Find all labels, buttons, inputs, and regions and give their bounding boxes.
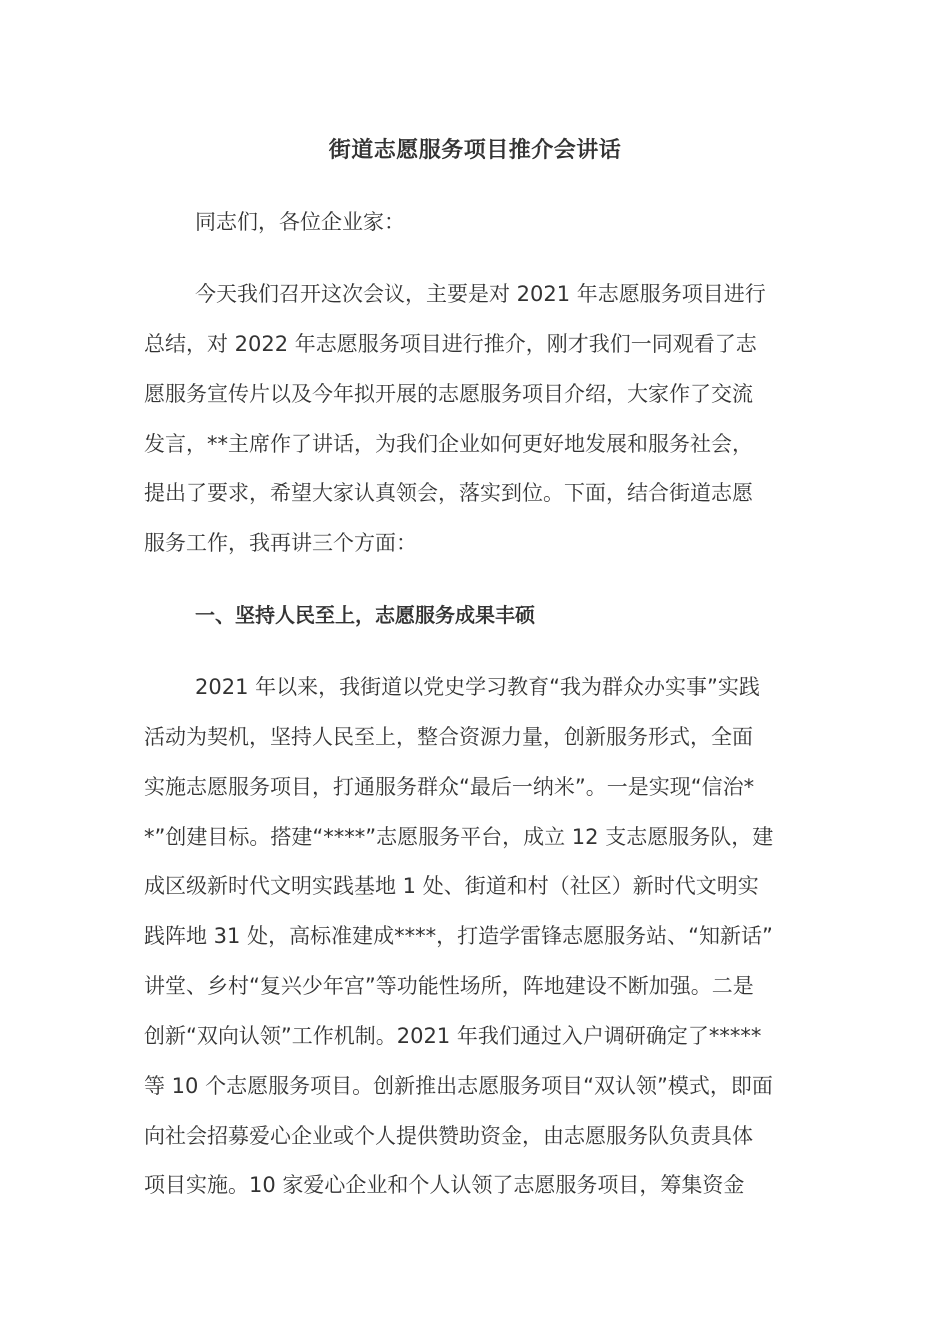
paragraph-line: 活动为契机，坚持人民至上，整合资源力量，创新服务形式，全面 [144, 725, 753, 749]
paragraph-line: 服务工作，我再讲三个方面： [144, 531, 417, 555]
paragraph-line: 2021 年以来，我街道以党史学习教育“我为群众办实事”实践 [195, 675, 760, 699]
paragraph-line: 创新“双向认领”工作机制。2021 年我们通过入户调研确定了***** [144, 1024, 762, 1048]
paragraph-line: 提出了要求，希望大家认真领会，落实到位。下面，结合街道志愿 [144, 481, 753, 505]
salutation: 同志们，各位企业家： [195, 210, 405, 234]
paragraph-line: 发言，**主席作了讲话，为我们企业如何更好地发展和服务社会， [144, 432, 753, 456]
paragraph-line: 向社会招募爱心企业或个人提供赞助资金，由志愿服务队负责具体 [144, 1124, 753, 1148]
paragraph-line: 实施志愿服务项目，打通服务群众“最后一纳米”。一是实现“信治* [144, 775, 755, 799]
paragraph-line: 践阵地 31 处，高标准建成****，打造学雷锋志愿服务站、“知新话” [144, 924, 773, 948]
document-title: 街道志愿服务项目推介会讲话 [328, 138, 622, 163]
section-heading: 一、坚持人民至上，志愿服务成果丰硕 [195, 603, 535, 627]
paragraph-line: *”创建目标。搭建“****”志愿服务平台，成立 12 支志愿服务队，建 [144, 825, 774, 849]
paragraph-line: 愿服务宣传片以及今年拟开展的志愿服务项目介绍，大家作了交流 [144, 382, 753, 406]
paragraph-line: 今天我们召开这次会议，主要是对 2021 年志愿服务项目进行 [195, 282, 766, 306]
paragraph-line: 项目实施。10 家爱心企业和个人认领了志愿服务项目，筹集资金 [144, 1173, 745, 1197]
paragraph-line: 总结，对 2022 年志愿服务项目进行推介，刚才我们一同观看了志 [144, 332, 757, 356]
paragraph-line: 讲堂、乡村“复兴少年宫”等功能性场所，阵地建设不断加强。二是 [144, 974, 754, 998]
paragraph-line: 等 10 个志愿服务项目。创新推出志愿服务项目“双认领”模式，即面 [144, 1074, 773, 1098]
paragraph-line: 成区级新时代文明实践基地 1 处、街道和村（社区）新时代文明实 [144, 874, 759, 898]
